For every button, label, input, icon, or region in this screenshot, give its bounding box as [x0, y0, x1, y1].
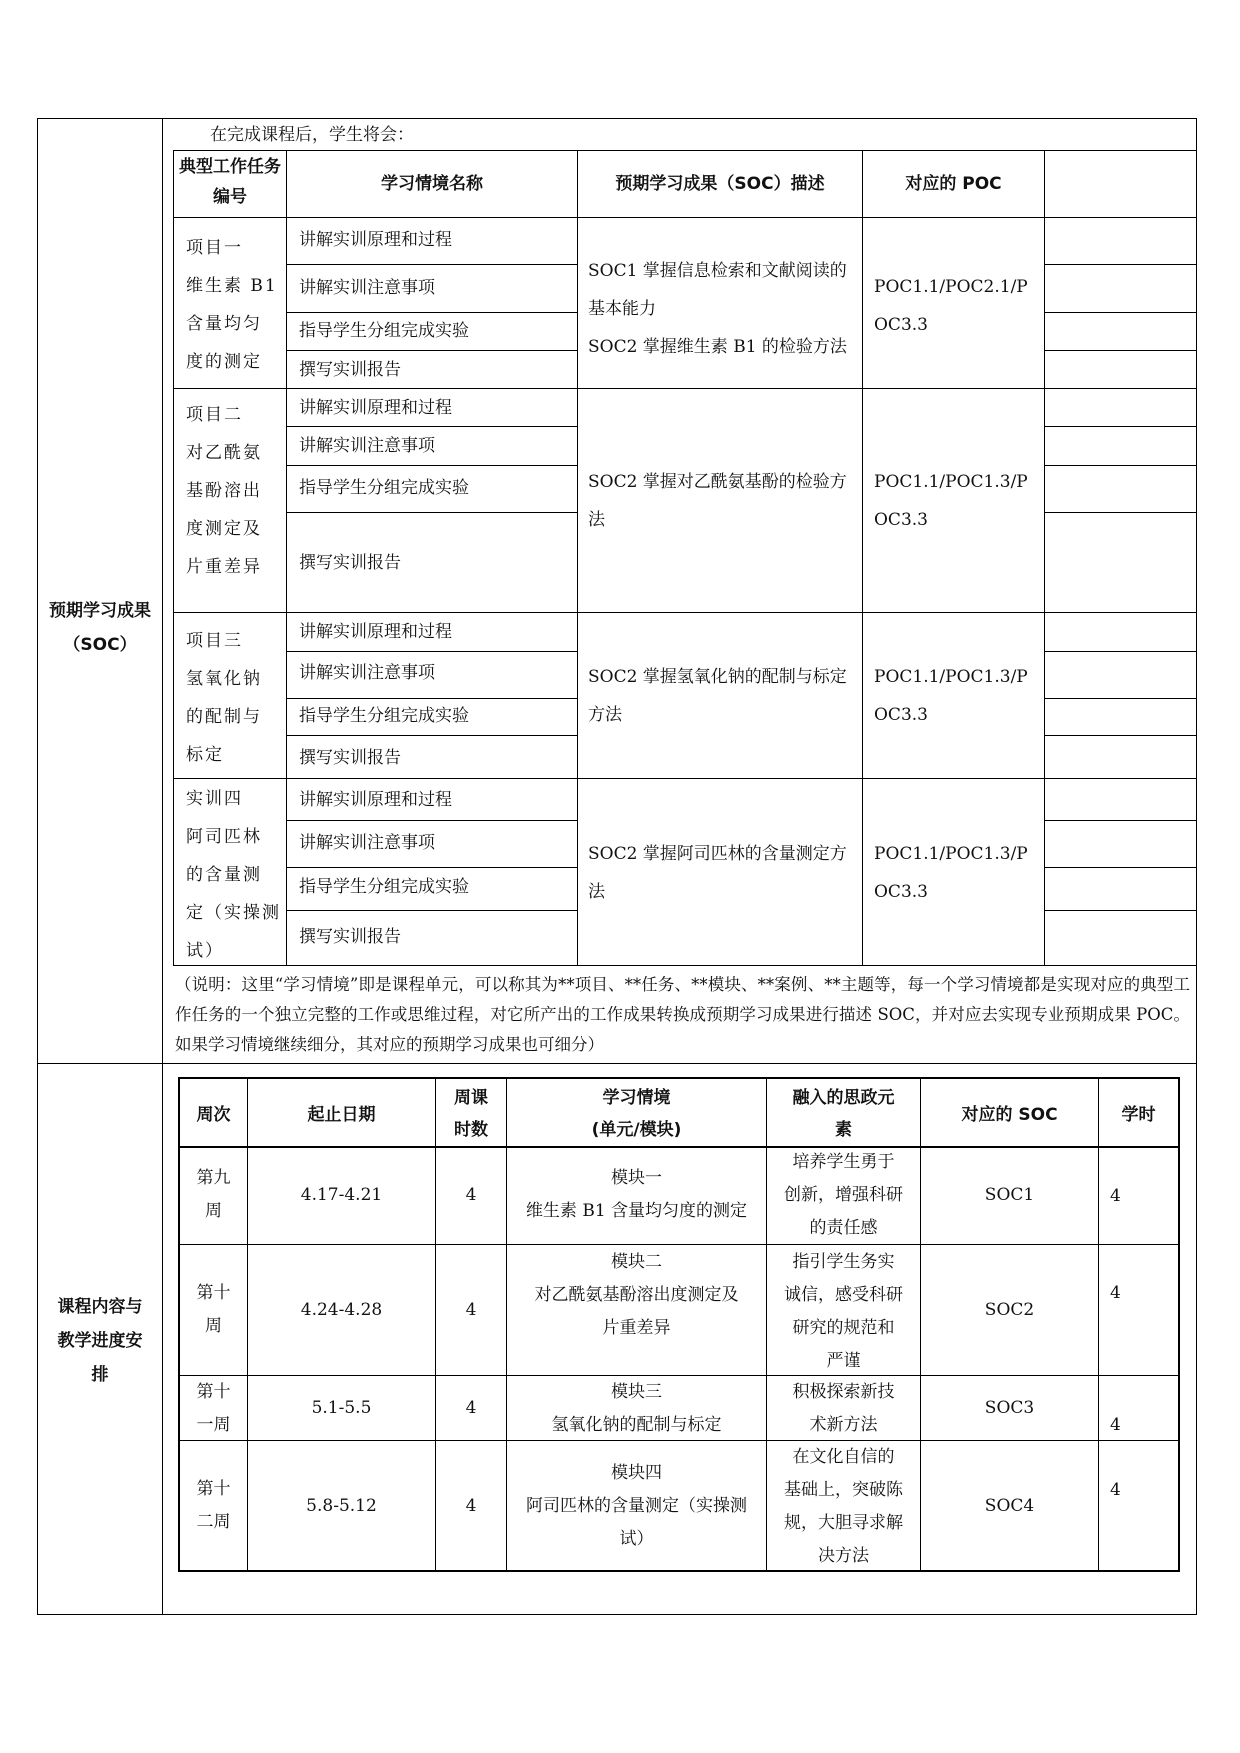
sched-row-4-week: 第十 二周	[196, 1479, 231, 1532]
sched-row-1-hours: 4	[465, 1185, 477, 1205]
project-1-task-3: 指导学生分组完成实验	[299, 321, 469, 341]
outer-right-border	[1196, 118, 1197, 1614]
sched-row-2-dates: 4.24-4.28	[300, 1300, 383, 1320]
task-divider	[1044, 312, 1196, 313]
outer-bottom-border	[37, 1614, 1197, 1615]
sched-row-1-credit: 4	[1110, 1186, 1121, 1206]
sched-row-4-hours: 4	[465, 1496, 477, 1516]
sched-row-4-ideology: 在文化自信的 基础上，突破陈 规，大胆寻求解 决方法	[784, 1447, 903, 1566]
project-4-poc: POC1.1/POC1.3/POC3.3	[874, 844, 1028, 902]
task-divider	[1044, 264, 1196, 265]
sched-row-3-unit: 模块三 氢氧化钠的配制与标定	[551, 1382, 722, 1435]
task-divider	[286, 512, 577, 513]
project-1-task-2: 讲解实训注意事项	[299, 278, 435, 298]
soc-section-label-text: 预期学习成果（SOC）	[49, 601, 151, 655]
soc-row1-bottom	[173, 388, 1196, 389]
task-divider	[286, 651, 577, 652]
soc-header-bottom	[173, 217, 1196, 218]
task-divider	[1044, 698, 1196, 699]
soc-header-poc: 对应的 POC	[905, 173, 1002, 194]
project-2-desc: SOC2 掌握对乙酰氨基酚的检验方法	[588, 472, 847, 530]
task-divider	[1044, 867, 1196, 868]
outer-top-border	[37, 118, 1197, 119]
soc-header-scenario: 学习情境名称	[381, 173, 483, 194]
sched-top	[178, 1077, 1180, 1079]
task-divider	[1044, 350, 1196, 351]
project-2-task-2: 讲解实训注意事项	[299, 436, 435, 456]
project-4-desc: SOC2 掌握阿司匹林的含量测定方法	[588, 844, 847, 902]
project-4-task-3: 指导学生分组完成实验	[299, 877, 469, 897]
task-divider	[286, 820, 577, 821]
label-column-border	[162, 118, 163, 1614]
task-divider	[1044, 651, 1196, 652]
sched-header-ideology: 融入的思政元 素	[792, 1088, 895, 1140]
project-3-task-2: 讲解实训注意事项	[299, 663, 435, 683]
soc-col-2	[577, 150, 578, 965]
sched-header-hours: 周课 时数	[454, 1088, 488, 1140]
project-4-task-4: 撰写实训报告	[299, 927, 401, 947]
task-divider	[1044, 820, 1196, 821]
sched-row-3-soc: SOC3	[984, 1398, 1035, 1418]
task-divider	[286, 735, 577, 736]
task-divider	[286, 312, 577, 313]
sched-header-dates: 起止日期	[307, 1105, 376, 1125]
task-divider	[286, 465, 577, 466]
sched-col-right	[1178, 1077, 1180, 1572]
project-4-task-1: 讲解实训原理和过程	[299, 790, 452, 810]
content-section-label	[50, 1290, 150, 1392]
sched-row-2-week: 第十 周	[196, 1283, 231, 1336]
content-section-label-text: 课程内容与教学进度安排	[57, 1297, 143, 1385]
soc-note: （说明：这里“学习情境”即是课程单元，可以称其为**项目、**任务、**模块、**案例、**主题等，每一个学习情境都是实现对应的典型工作任务的一个独立完整的工作或思维过程，对它所产出的工作成果转换成预期学习成果进行描述 SOC，并对应去实现专业预期成果 POC。如果学习情境继续细分，其对应的预期学习成果也可细分）	[175, 975, 1190, 1054]
task-divider	[286, 867, 577, 868]
soc-col-3	[862, 150, 863, 965]
sched-row-3-hours: 4	[465, 1398, 477, 1418]
project-2-id: 项目二 对乙酰氨 基酚溶出 度测定及 片重差异	[186, 405, 262, 577]
task-divider	[1044, 426, 1196, 427]
project-1-task-4: 撰写实训报告	[299, 360, 401, 380]
project-3-task-1: 讲解实训原理和过程	[299, 622, 452, 642]
task-divider	[1044, 512, 1196, 513]
task-divider	[286, 350, 577, 351]
project-3-id: 项目三 氢氧化钠 的配制与 标定	[186, 631, 262, 765]
soc-intro: 在完成课程后，学生将会：	[210, 125, 414, 145]
section-divider	[37, 1063, 1197, 1064]
project-3-desc: SOC2 掌握氢氧化钠的配制与标定方法	[588, 667, 847, 725]
sched-row-1-dates: 4.17-4.21	[300, 1185, 383, 1205]
sched-row-1-week: 第九 周	[196, 1168, 231, 1221]
project-4-task-2: 讲解实训注意事项	[299, 833, 435, 853]
project-2-poc: POC1.1/POC1.3/POC3.3	[874, 472, 1028, 530]
sched-header-unit: 学习情境 (单元/模块)	[591, 1088, 682, 1140]
sched-row-3-credit: 4	[1110, 1415, 1121, 1435]
sched-row-2-ideology: 指引学生务实 诚信，感受科研 研究的规范和 严谨	[784, 1252, 903, 1371]
sched-row1-bottom	[178, 1244, 1180, 1245]
sched-bottom	[178, 1570, 1180, 1572]
project-3-poc: POC1.1/POC1.3/POC3.3	[874, 667, 1028, 725]
sched-row-1-soc: SOC1	[984, 1185, 1035, 1205]
sched-row-1-unit: 模块一 维生素 B1 含量均匀度的测定	[525, 1168, 748, 1221]
soc-header-task-id: 典型工作任务编号	[179, 157, 281, 207]
sched-header-soc: 对应的 SOC	[961, 1105, 1058, 1125]
sched-header-week: 周次	[196, 1105, 231, 1125]
project-1-poc: POC1.1/POC2.1/POC3.3	[874, 277, 1028, 335]
soc-header-desc: 预期学习成果（SOC）描述	[615, 173, 825, 194]
soc-header-extra	[1045, 150, 1196, 217]
sched-header-credit: 学时	[1121, 1105, 1156, 1125]
project-1-id: 项目一 维生素 B1 含量均匀 度的测定	[186, 238, 278, 372]
task-divider	[286, 910, 577, 911]
project-3-task-3: 指导学生分组完成实验	[299, 706, 469, 726]
sched-row-4-credit: 4	[1110, 1480, 1121, 1500]
sched-row-3-ideology: 积极探索新技 术新方法	[792, 1382, 895, 1435]
sched-row-4-soc: SOC4	[984, 1496, 1035, 1516]
task-divider	[1044, 735, 1196, 736]
soc-row2-bottom	[173, 612, 1196, 613]
soc-table-bottom	[173, 965, 1196, 966]
project-2-task-3: 指导学生分组完成实验	[299, 478, 469, 498]
sched-row-4-dates: 5.8-5.12	[306, 1496, 377, 1516]
project-2-task-1: 讲解实训原理和过程	[299, 398, 452, 418]
sched-row-1-ideology: 培养学生勇于 创新，增强科研 的责任感	[784, 1152, 903, 1238]
sched-col-6	[1098, 1077, 1099, 1572]
sched-row-3-week: 第十 一周	[196, 1382, 231, 1435]
project-3-task-4: 撰写实训报告	[299, 748, 401, 768]
task-divider	[286, 698, 577, 699]
task-divider	[286, 426, 577, 427]
project-4-id: 实训四 阿司匹林 的含量测 定（实操测 试）	[186, 789, 281, 961]
project-1-task-1: 讲解实训原理和过程	[299, 230, 452, 250]
soc-row3-bottom	[173, 778, 1196, 779]
sched-row-2-soc: SOC2	[984, 1300, 1035, 1320]
soc-col-left	[173, 150, 174, 965]
task-divider	[1044, 910, 1196, 911]
sched-header-bottom	[178, 1146, 1180, 1148]
outer-left-border	[37, 118, 38, 1614]
soc-section-label	[38, 560, 162, 662]
soc-col-4	[1044, 150, 1045, 965]
task-divider	[286, 264, 577, 265]
sched-row-4-unit: 模块四 阿司匹林的含量测定（实操测 试）	[526, 1463, 747, 1549]
sched-row-2-hours: 4	[465, 1300, 477, 1320]
sched-row-2-unit: 模块二 对乙酰氨基酚溶出度测定及 片重差异	[534, 1252, 739, 1338]
task-divider	[1044, 465, 1196, 466]
sched-row-3-dates: 5.1-5.5	[311, 1398, 372, 1418]
project-2-task-4: 撰写实训报告	[299, 553, 401, 573]
project-1-desc: SOC1 掌握信息检索和文献阅读的基本能力 SOC2 掌握维生素 B1 的检验方法	[588, 261, 847, 357]
sched-row-2-credit: 4	[1110, 1283, 1121, 1303]
